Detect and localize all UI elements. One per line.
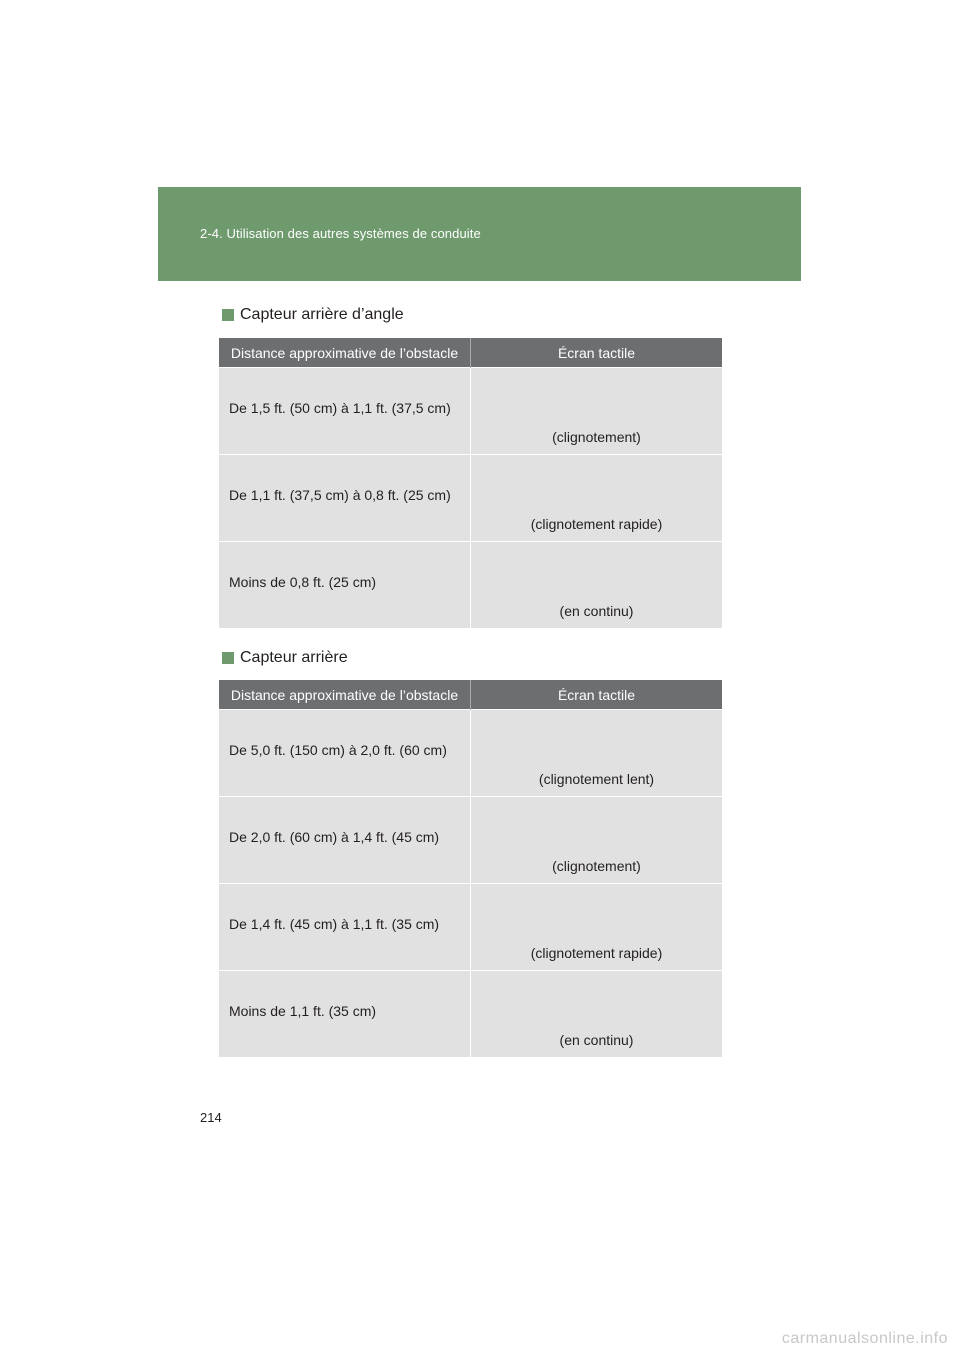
display-cell	[471, 542, 723, 629]
table-row	[219, 710, 722, 797]
display-text: (clignotement lent)	[538, 771, 655, 787]
table-row	[219, 368, 722, 455]
square-bullet-icon	[222, 652, 234, 664]
display-text: (clignotement)	[552, 429, 641, 445]
distance-text: Moins de 1,1 ft. (35 cm)	[229, 1003, 377, 1019]
display-cell	[471, 710, 723, 797]
section-heading-text: Capteur arrière d’angle	[240, 306, 404, 323]
table-row	[219, 797, 722, 884]
watermark: carmanualsonline.info	[781, 1330, 948, 1347]
column-header-display: Écran tactile	[471, 338, 723, 368]
page-number: 214	[200, 1110, 222, 1125]
distance-cell	[219, 368, 471, 455]
distance-cell	[219, 710, 471, 797]
distance-text: De 1,4 ft. (45 cm) à 1,1 ft. (35 cm)	[229, 916, 440, 932]
display-cell	[471, 884, 723, 971]
distance-text: De 1,1 ft. (37,5 cm) à 0,8 ft. (25 cm)	[229, 487, 451, 503]
distance-text: De 1,5 ft. (50 cm) à 1,1 ft. (37,5 cm)	[229, 400, 451, 416]
display-cell	[471, 797, 723, 884]
section-heading-corner-sensor	[222, 306, 404, 324]
distance-cell	[219, 797, 471, 884]
table-row	[219, 455, 722, 542]
table-row	[219, 542, 722, 629]
distance-text: Moins de 0,8 ft. (25 cm)	[229, 574, 377, 590]
display-text: (clignotement rapide)	[530, 516, 663, 532]
display-text: (clignotement)	[552, 858, 641, 874]
column-header-distance: Distance approximative de l’obstacle	[219, 680, 471, 710]
distance-cell	[219, 971, 471, 1058]
section-heading-text: Capteur arrière	[240, 649, 348, 666]
corner-sensor-table	[219, 338, 722, 628]
distance-cell	[219, 884, 471, 971]
distance-cell	[219, 455, 471, 542]
table-header-row	[219, 680, 722, 710]
chapter-header-band	[158, 187, 801, 281]
section-heading-rear-sensor	[222, 649, 348, 667]
distance-text: De 2,0 ft. (60 cm) à 1,4 ft. (45 cm)	[229, 829, 440, 845]
display-text: (en continu)	[559, 1032, 634, 1048]
square-bullet-icon	[222, 309, 234, 321]
display-text: (clignotement rapide)	[530, 945, 663, 961]
display-text: (en continu)	[559, 603, 634, 619]
column-header-distance: Distance approximative de l’obstacle	[219, 338, 471, 368]
table-row	[219, 971, 722, 1058]
display-cell	[471, 368, 723, 455]
display-cell	[471, 455, 723, 542]
table-row	[219, 884, 722, 971]
distance-cell	[219, 542, 471, 629]
display-cell	[471, 971, 723, 1058]
rear-sensor-table	[219, 680, 722, 1057]
chapter-title: 2-4. Utilisation des autres systèmes de conduite	[200, 226, 481, 241]
column-header-display: Écran tactile	[471, 680, 723, 710]
distance-text: De 5,0 ft. (150 cm) à 2,0 ft. (60 cm)	[229, 742, 447, 758]
table-header-row	[219, 338, 722, 368]
